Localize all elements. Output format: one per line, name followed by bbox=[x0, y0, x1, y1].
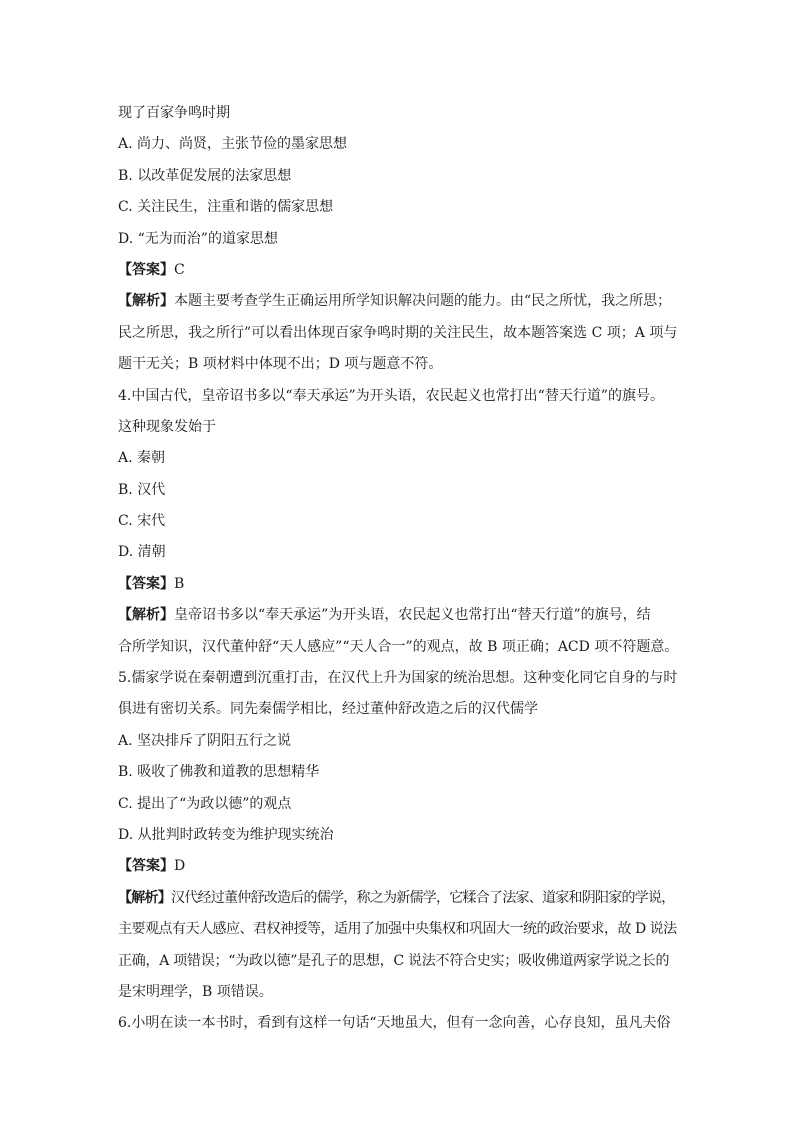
choice-option: C. 宋代 bbox=[118, 513, 166, 530]
answer-value: C bbox=[174, 261, 185, 278]
question-line: 俱进有密切关系。同先秦儒学相比，经过董仲舒改造之后的汉代儒学 bbox=[118, 701, 538, 718]
choice-option: A. 秦朝 bbox=[118, 450, 166, 467]
analysis-line bbox=[118, 600, 678, 631]
choice-option: D. 清朝 bbox=[118, 544, 166, 561]
question-line: 5.儒家学说在秦朝遭到沉重打击，在汉代上升为国家的统治思想。这种变化同它自身的与时 bbox=[118, 670, 678, 687]
analysis-line bbox=[118, 318, 678, 349]
choice-option: B. 汉代 bbox=[118, 481, 166, 498]
answer-value: B bbox=[174, 575, 185, 592]
choice-option: A. 尚力、尚贤，主张节俭的墨家思想 bbox=[118, 136, 348, 153]
paragraph-line: 现了百家争鸣时期 bbox=[118, 105, 230, 121]
choice-option: C. 提出了“为政以德”的观点 bbox=[118, 795, 292, 812]
choice-option: B. 以改革促发展的法家思想 bbox=[118, 167, 292, 184]
choice-option: B. 吸收了佛教和道教的思想精华 bbox=[118, 764, 320, 781]
choice-option: A. 坚决排斥了阴阳五行之说 bbox=[118, 732, 292, 749]
analysis-text: 皇帝诏书多以“奉天承运”为开头语，农民起义也常打出“替天行道”的旗号，结 bbox=[174, 607, 651, 624]
analysis-line bbox=[118, 632, 678, 663]
analysis-line bbox=[118, 914, 678, 945]
analysis-label: 【解析】 bbox=[118, 607, 174, 624]
question-line: 6.小明在读一本书时，看到有这样一句话“天地虽大，但有一念向善，心存良知，虽凡夫俗 bbox=[118, 1015, 671, 1032]
answer-line bbox=[118, 569, 678, 600]
analysis-line bbox=[118, 286, 678, 317]
analysis-text: 汉代经过董仲舒改造后的儒学，称之为新儒学，它糅合了法家、道家和阴阳家的学说， bbox=[171, 889, 675, 906]
choice-option: D. “无为而治”的道家思想 bbox=[118, 230, 278, 247]
choice-option: C. 关注民生，注重和谐的儒家思想 bbox=[118, 199, 334, 216]
answer-label: 【答案】 bbox=[118, 858, 174, 875]
analysis-text: 主要观点有天人感应、君权神授等，适用了加强中央集权和巩固大一统的政治要求，故 D 说法 bbox=[118, 921, 677, 938]
answer-line bbox=[118, 851, 678, 882]
analysis-text: 合所学知识，汉代董仲舒“天人感应”“天人合一”的观点，故 B 项正确；ACD 项不符题意。 bbox=[118, 638, 678, 655]
analysis-line bbox=[118, 883, 678, 914]
answer-label: 【答案】 bbox=[118, 575, 174, 592]
answer-value: D bbox=[174, 858, 186, 875]
document-page bbox=[118, 98, 678, 1040]
analysis-text: 民之所思，我之所行”可以看出体现百家争鸣时期的关注民生，故本题答案选 C 项；A 项与 bbox=[118, 324, 678, 341]
analysis-label: 【解析】 bbox=[118, 293, 174, 310]
analysis-line bbox=[118, 977, 678, 1008]
question-line: 4.中国古代，皇帝诏书多以“奉天承运”为开头语，农民起义也常打出“替天行道”的旗号。 bbox=[118, 387, 664, 404]
analysis-text: 正确，A 项错误；“为政以德”是孔子的思想，C 说法不符合史实；吸收佛道两家学说之长的 bbox=[118, 952, 670, 969]
question-line: 这种现象发始于 bbox=[118, 418, 216, 435]
analysis-label: 【解析】 bbox=[118, 889, 171, 906]
answer-line bbox=[118, 255, 678, 286]
answer-label: 【答案】 bbox=[118, 261, 174, 278]
choice-option: D. 从批判时政转变为维护现实统治 bbox=[118, 826, 334, 843]
analysis-text: 是宋明理学，B 项错误。 bbox=[118, 983, 273, 1000]
analysis-line bbox=[118, 946, 678, 977]
analysis-text: 本题主要考查学生正确运用所学知识解决问题的能力。由“民之所忧，我之所思； bbox=[174, 293, 672, 310]
analysis-text: 题干无关；B 项材料中体现不出；D 项与题意不符。 bbox=[118, 356, 443, 373]
analysis-line bbox=[118, 349, 678, 380]
